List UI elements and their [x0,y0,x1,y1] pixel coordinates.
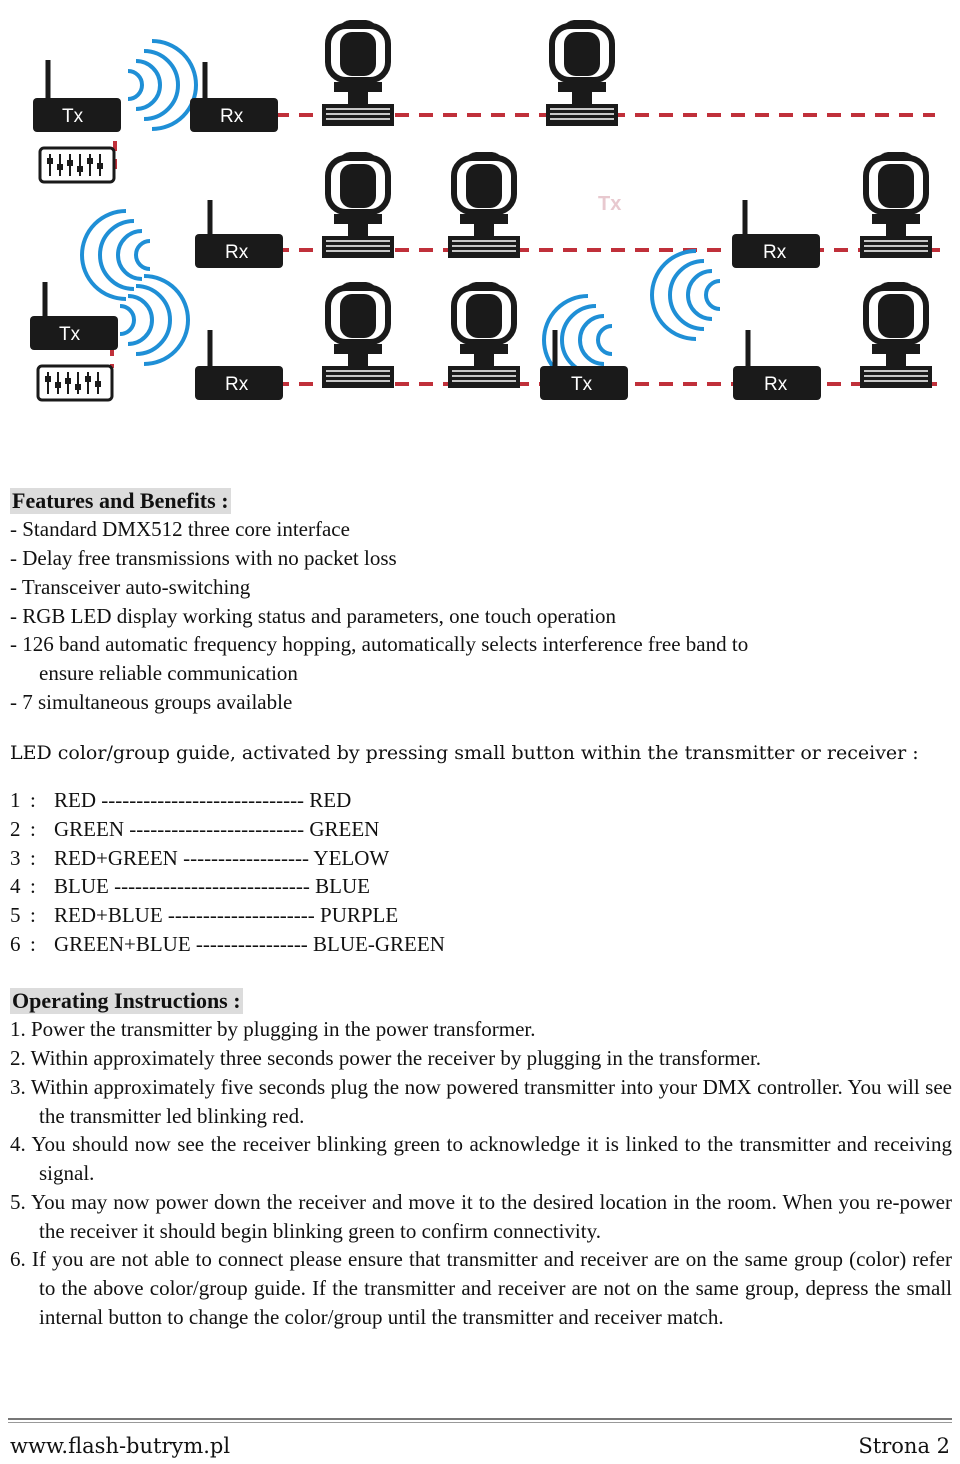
feature-item: - RGB LED display working status and parameters, one touch operation [10,604,616,628]
moving-head-icon [322,282,394,388]
transmitter-box [540,330,628,400]
moving-head-icon [860,282,932,388]
guide-number: 4 [10,874,21,898]
tx-label: Tx [59,324,81,345]
signal-waves-icon [128,41,196,129]
guide-text: RED+GREEN ------------------ YELOW [54,846,390,870]
instruction-step: 6. If you are not able to connect please ensure that transmitter and receiver are on the same group (color) refer to the above color/group guide. If the transmitter and receiver are not on the same group, depress the small internal button to change the color/group until the transmitter and receiver match. [10,1247,952,1329]
moving-head-icon [322,20,394,126]
feature-item: - Transceiver auto-switching [10,575,251,599]
guide-number: 3 [10,846,21,870]
led-guide-row: 1 : RED ----------------------------- RED [10,786,351,815]
feature-item-continued: ensure reliable communication [39,661,298,685]
dmx-console-icon [40,148,114,182]
guide-text: GREEN ------------------------- GREEN [54,817,380,841]
feature-item: - Standard DMX512 three core interface [10,517,350,541]
guide-text: GREEN+BLUE ---------------- BLUE-GREEN [54,932,445,956]
footer-url: www.flash-butrym.pl [10,1434,231,1458]
rx-label: Rx [220,106,244,127]
guide-number: 5 [10,903,21,927]
moving-head-icon [448,282,520,388]
transmitter-box [33,60,121,132]
feature-item: - 7 simultaneous groups available [10,690,293,714]
tx-label: Tx [62,106,84,127]
moving-head-icon [546,20,618,126]
footer-divider [8,1422,952,1423]
guide-text: BLUE ---------------------------- BLUE [54,874,370,898]
led-guide-row: 5 : RED+BLUE --------------------- PURPLE [10,901,398,930]
feature-item: - Delay free transmissions with no packet loss [10,546,397,570]
guide-text: RED ----------------------------- RED [54,788,352,812]
led-guide-intro: LED color/group guide, activated by pressing small button within the transmitter or receiver : [10,742,919,764]
tx-label: Tx [571,374,593,395]
receiver-box [195,330,283,400]
moving-head-icon [860,152,932,258]
rx-label: Rx [764,374,788,395]
receiver-box [195,200,283,268]
footer-divider [8,1418,952,1420]
dmx-console-icon [38,366,112,400]
page-number: Strona 2 [858,1434,950,1458]
wireless-dmx-diagram [0,0,960,420]
features-heading: Features and Benefits : [12,488,229,513]
guide-number: 2 [10,817,21,841]
instructions-heading: Operating Instructions : [12,988,241,1013]
rx-label: Rx [225,374,249,395]
led-guide-row: 4 : BLUE ---------------------------- BLUE [10,872,370,901]
instruction-step: 4. You should now see the receiver blinking green to acknowledge it is linked to the transmitter and receiving signal. [10,1132,952,1185]
ghost-tx-label: Tx [598,193,622,215]
instruction-step: 5. You may now power down the receiver and move it to the desired location in the room. When you re-power the receiver it should begin blinking green to confirm connectivity. [10,1190,952,1243]
receiver-box [732,200,820,268]
led-guide-row: 6 : GREEN+BLUE ---------------- BLUE-GREEN [10,930,445,959]
instruction-step: 1. Power the transmitter by plugging in the power transformer. [10,1017,536,1041]
instruction-step: 2. Within approximately three seconds power the receiver by plugging in the transformer. [10,1046,762,1070]
led-guide-row: 3 : RED+GREEN ------------------ YELOW [10,844,389,873]
receiver-box [190,62,278,132]
rx-label: Rx [225,242,249,263]
guide-number: 1 [10,788,21,812]
led-guide-row: 2 : GREEN ------------------------- GREEN [10,815,379,844]
moving-head-icon [448,152,520,258]
rx-label: Rx [763,242,787,263]
moving-head-icon [322,152,394,258]
instruction-step: 3. Within approximately five seconds plug the now powered transmitter into your DMX controller. You will see the transmitter led blinking red. [10,1075,952,1128]
feature-item: - 126 band automatic frequency hopping, automatically selects interference free band to [10,632,749,656]
signal-waves-icon [652,251,720,339]
receiver-box [733,330,821,400]
guide-number: 6 [10,932,21,956]
guide-text: RED+BLUE --------------------- PURPLE [54,903,399,927]
